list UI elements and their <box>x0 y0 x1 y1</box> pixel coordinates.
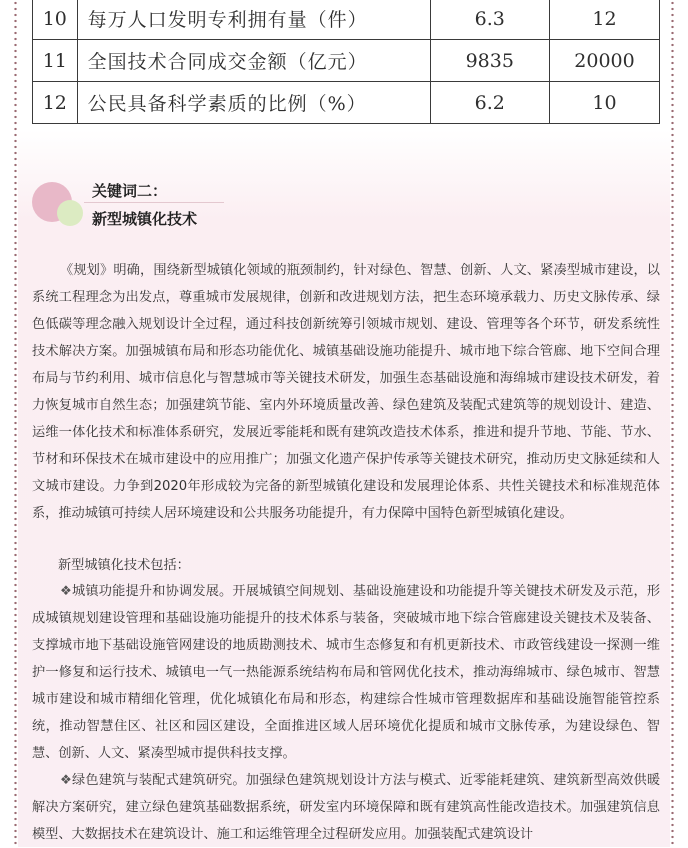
value-2015: 6.2 <box>430 82 549 124</box>
heading-divider <box>84 202 224 203</box>
metrics-table <box>32 0 660 124</box>
table-row <box>33 40 660 82</box>
value-2015: 9835 <box>430 40 549 82</box>
value-2020: 10 <box>550 82 660 124</box>
bullet-paragraph <box>32 767 660 848</box>
right-dotted-border <box>671 0 674 847</box>
keyword-heading <box>32 178 272 238</box>
bullet-icon: ❖ <box>60 773 73 788</box>
keyword-title: 新型城镇化技术 <box>92 210 198 228</box>
row-number: 10 <box>33 0 78 40</box>
bullet-text: 城镇功能提升和协调发展。开展城镇空间规划、基础设施建设和功能提升等关键技术研发及示范，形成城镇规划建设管理和基础设施功能提升的技术体系与装备，突破城市地下综合管廊建设关键技术及装备、支撑城市地下基础设施管网建设的地质勘测技术、城市生态修复和有机更新技术、市政管线建设一探测一维护一修复和运行技术、城镇电一气一热能源系统结构布局和管网优化技术，推动海绵城市、绿色城市、智慧城市建设和城市精细化管理，优化城镇化布局和形态，构建综合性城市管理数据库和基础设施智能管控系统，推动智慧住区、社区和园区建设，全面推进区域人居环境优化提质和城市文脉传承，为建设绿色、智慧、创新、人文、紧凑型城市提供科技支撑。 <box>32 584 661 761</box>
lead-paragraph: 新型城镇化技术包括： <box>58 558 190 573</box>
row-number: 11 <box>33 40 78 82</box>
value-2020: 12 <box>550 0 660 40</box>
bullet-icon: ❖ <box>60 584 73 599</box>
keyword-label: 关键词二： <box>92 182 168 200</box>
left-dotted-border <box>14 0 17 847</box>
intro-paragraph: 《规划》明确，围绕新型城镇化领域的瓶颈制约，针对绿色、智慧、创新、人文、紧凑型城市建设，以系统工程理念为出发点，尊重城市发展规律，创新和改进规划方法，把生态环境承载力、历史文脉传承、绿色低碳等理念融入规划设计全过程，通过科技创新统筹引领城市规划、建设、管理等各个环节，研发系统性技术解决方案。加强城镇布局和形态功能优化、城镇基础设施功能提升、城市地下综合管廊、地下空间合理布局与节约利用、城市信息化与智慧城市等关键技术研发，加强生态基础设施和海绵城市建设技术研发，着力恢复城市自然生态；加强建筑节能、室内外环境质量改善、绿色建筑及装配式建筑等的规划设计、建造、运维一体化技术和标准体系研究，发展近零能耗和既有建筑改造技术体系，推进和提升节地、节能、节水、节材和环保技术在城市建设中的应用推广；加强文化遗产保护传承等关键技术研究，推动历史文脉延续和人文城市建设。力争到2020年形成较为完备的新型城镇化建设和发展理论体系、共性关键技术和标准规范体系，推动城镇可持续人居环境建设和公共服务功能提升，有力保障中国特色新型城镇化建设。 <box>32 263 660 521</box>
indicator-name: 公民具备科学素质的比例（%） <box>77 82 430 124</box>
row-number: 12 <box>33 82 78 124</box>
bullet-paragraph <box>32 578 660 767</box>
green-circle-decoration <box>57 200 83 226</box>
bullet-text: 绿色建筑与装配式建筑研究。加强绿色建筑规划设计方法与模式、近零能耗建筑、建筑新型高效供暖解决方案研究，建立绿色建筑基础数据系统，研发室内环境保障和既有建筑高性能改造技术。加强建筑信息模型、大数据技术在建筑设计、施工和运维管理全过程研发应用。加强装配式建筑设计 <box>32 773 661 842</box>
indicator-name: 每万人口发明专利拥有量（件） <box>77 0 430 40</box>
value-2020: 20000 <box>550 40 660 82</box>
indicator-name: 全国技术合同成交金额（亿元） <box>77 40 430 82</box>
table-row <box>33 0 660 40</box>
table-row <box>33 82 660 124</box>
value-2015: 6.3 <box>430 0 549 40</box>
